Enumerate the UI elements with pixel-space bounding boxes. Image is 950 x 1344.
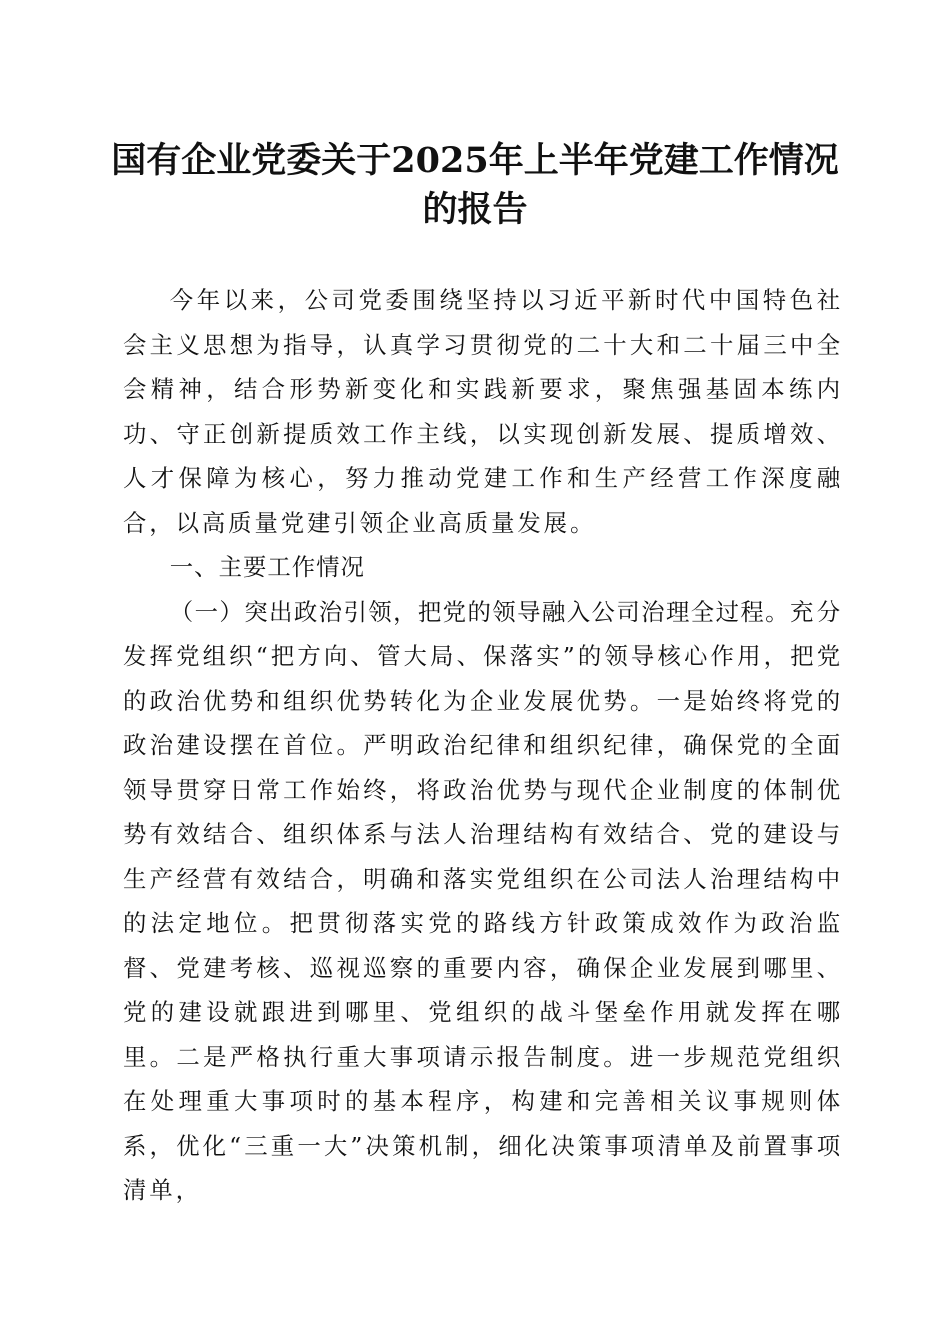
document-title: 国有企业党委关于2025年上半年党建工作情况的报告 [111,140,839,230]
subsection-heading: （一）突出政治引领，把党的领导融入公司治理全过程。 [169,597,790,626]
intro-paragraph: 今年以来，公司党委围绕坚持以习近平新时代中国特色社会主义思想为指导，认真学习贯彻党的二十大和二十届三中全会精神，结合形势新变化和实践新要求，聚焦强基固本练内功、守正创新提质效工作主线，以实现创新发展、提质增效、人才保障为核心，努力推动党建工作和生产经营工作深度融合，以高质量党建引领企业高质量发展。 [123,286,843,537]
document-body [123,278,843,1213]
section-heading: 一、主要工作情况 [169,553,365,581]
subsection-body: 充分发挥党组织“把方向、管大局、保落实”的领导核心作用，把党的政治优势和组织优势转化为企业发展优势。一是始终将党的政治建设摆在首位。严明政治纪律和组织纪律，确保党的全面领导贯穿日常工作始终，将政治优势与现代企业制度的体制优势有效结合、组织体系与法人治理结构有效结合、党的建设与生产经营有效结合，明确和落实党组织在公司法人治理结构中的法定地位。把贯彻落实党的路线方针政策成效作为政治监督、党建考核、巡视巡察的重要内容，确保企业发展到哪里、党的建设就跟进到哪里、党组织的战斗堡垒作用就发挥在哪里。二是严格执行重大事项请示报告制度。进一步规范党组织在处理重大事项时的基本程序，构建和完善相关议事规则体系，优化“三重一大”决策机制，细化决策事项清单及前置事项清单， [123,597,843,1204]
subsection-paragraph [123,590,843,1213]
